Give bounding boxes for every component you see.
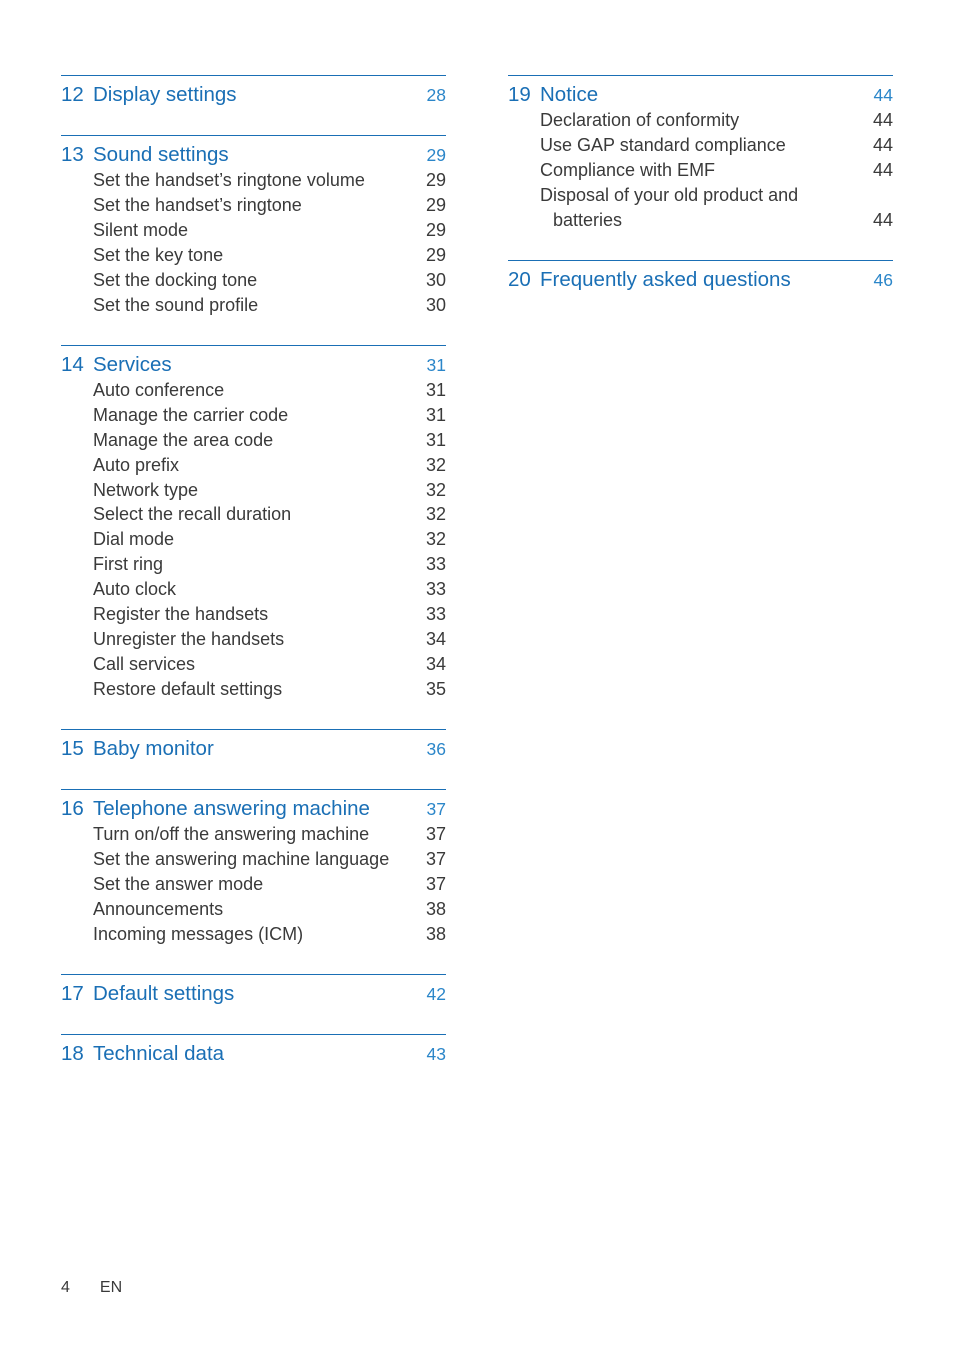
- section-heading[interactable]: [61, 82, 446, 108]
- entry-page: 44: [872, 159, 893, 180]
- toc-entry[interactable]: [93, 502, 446, 527]
- toc-entry[interactable]: [540, 133, 893, 158]
- toc-entry-list: [61, 168, 446, 318]
- entry-page: 31: [425, 404, 446, 425]
- toc-entry[interactable]: [93, 872, 446, 897]
- toc-entry[interactable]: [93, 652, 446, 677]
- toc-entry[interactable]: [93, 677, 446, 702]
- toc-entry-list: [61, 822, 446, 947]
- entry-text: Silent mode: [93, 219, 189, 240]
- section-heading[interactable]: [61, 142, 446, 168]
- toc-section-19: [508, 75, 893, 233]
- toc-section-16: [61, 789, 446, 947]
- entry-page: 29: [425, 219, 446, 240]
- entry-text: Auto clock: [93, 579, 177, 600]
- entry-page: 29: [425, 244, 446, 265]
- toc-section-12: [61, 75, 446, 108]
- section-heading[interactable]: [508, 267, 893, 293]
- toc-entry[interactable]: [93, 403, 446, 428]
- entry-page: 37: [425, 849, 446, 870]
- entry-text: Dial mode: [93, 529, 175, 550]
- entry-page: 38: [425, 898, 446, 919]
- toc-section-18: [61, 1034, 446, 1067]
- entry-page: 44: [872, 134, 893, 155]
- entry-page: 30: [425, 269, 446, 290]
- entry-text: Use GAP standard compliance: [540, 134, 786, 155]
- section-heading[interactable]: [61, 736, 446, 762]
- toc-entry[interactable]: [93, 552, 446, 577]
- toc-entry[interactable]: [93, 602, 446, 627]
- section-page: 46: [873, 269, 893, 290]
- entry-text: Set the docking tone: [93, 269, 258, 290]
- section-title: Technical data: [93, 1041, 225, 1065]
- entry-page: 34: [425, 654, 446, 675]
- footer-language: EN: [99, 1279, 123, 1296]
- toc-section-13: [61, 135, 446, 318]
- toc-entry[interactable]: [93, 478, 446, 503]
- toc-entry[interactable]: [93, 293, 446, 318]
- section-heading[interactable]: [61, 796, 446, 822]
- toc-section-20: [508, 260, 893, 293]
- entry-page: 35: [425, 679, 446, 700]
- entry-text: Set the answering machine language: [93, 849, 390, 870]
- section-number: 20: [508, 267, 531, 291]
- toc-entry[interactable]: [93, 577, 446, 602]
- entry-page: 31: [425, 379, 446, 400]
- entry-page: 32: [425, 529, 446, 550]
- section-page: 43: [426, 1043, 446, 1064]
- entry-text: [540, 183, 853, 233]
- entry-page: 38: [425, 923, 446, 944]
- section-number: 17: [61, 981, 84, 1005]
- toc-entry-list: [61, 378, 446, 702]
- toc-entry[interactable]: [93, 822, 446, 847]
- toc-entry[interactable]: [93, 922, 446, 947]
- entry-text: First ring: [93, 554, 164, 575]
- section-number: 18: [61, 1041, 84, 1065]
- entry-text: Register the handsets: [93, 604, 269, 625]
- section-heading[interactable]: [61, 981, 446, 1007]
- entry-text: Set the sound profile: [93, 294, 259, 315]
- toc-entry[interactable]: [93, 268, 446, 293]
- toc-entry[interactable]: [93, 627, 446, 652]
- entry-text: Unregister the handsets: [93, 629, 285, 650]
- section-title: Display settings: [93, 83, 237, 106]
- section-number: 19: [508, 83, 531, 106]
- section-heading[interactable]: [508, 82, 893, 108]
- toc-entry[interactable]: [93, 243, 446, 268]
- toc-entry[interactable]: [93, 168, 446, 193]
- entry-page: 44: [872, 110, 893, 130]
- toc-entry[interactable]: [93, 527, 446, 552]
- toc-section-14: [61, 345, 446, 702]
- toc-left-column: [61, 75, 446, 1067]
- section-number: 13: [61, 143, 84, 166]
- section-page: 31: [426, 354, 446, 375]
- entry-page: 37: [425, 874, 446, 895]
- entry-text: Compliance with EMF: [540, 159, 716, 180]
- section-number: 16: [61, 797, 84, 821]
- toc-entry[interactable]: [93, 897, 446, 922]
- section-title: Default settings: [93, 981, 235, 1005]
- entry-page: 29: [425, 170, 446, 190]
- entry-text: Call services: [93, 654, 196, 675]
- entry-page: 32: [425, 504, 446, 525]
- toc-entry-list: [508, 108, 893, 233]
- toc-entry[interactable]: [93, 193, 446, 218]
- section-page: 37: [426, 799, 446, 820]
- section-page: 36: [426, 739, 446, 760]
- entry-text: Announcements: [93, 898, 224, 919]
- section-heading[interactable]: [61, 352, 446, 378]
- section-title: Frequently asked questions: [540, 267, 791, 291]
- footer-page-number: 4: [61, 1279, 70, 1296]
- section-number: 12: [61, 83, 84, 106]
- section-page: 44: [873, 85, 893, 105]
- entry-text: Set the handset’s ringtone volume: [93, 170, 365, 190]
- section-title: Telephone answering machine: [93, 797, 370, 821]
- entry-text-line-1: Disposal of your old product and: [540, 184, 799, 205]
- section-number: 14: [61, 352, 84, 376]
- entry-text: Restore default settings: [93, 679, 283, 700]
- section-heading[interactable]: [61, 1041, 446, 1067]
- entry-page: 37: [425, 824, 446, 845]
- section-number: 15: [61, 737, 84, 761]
- toc-section-17: [61, 974, 446, 1007]
- toc-entry[interactable]: [540, 158, 893, 183]
- entry-text: Auto conference: [93, 379, 225, 400]
- toc-entry[interactable]: [540, 108, 893, 133]
- entry-page: 32: [425, 454, 446, 475]
- toc-entry[interactable]: [93, 218, 446, 243]
- toc-right-column: [508, 75, 893, 293]
- toc-entry[interactable]: [93, 378, 446, 403]
- entry-text: Declaration of conformity: [540, 110, 740, 130]
- entry-text: Auto prefix: [93, 454, 180, 475]
- entry-page: 30: [425, 294, 446, 315]
- section-title: Sound settings: [93, 143, 229, 166]
- toc-section-15: [61, 729, 446, 762]
- entry-page: 33: [425, 554, 446, 575]
- toc-entry[interactable]: [93, 428, 446, 453]
- section-page: 28: [426, 85, 446, 105]
- entry-text: Turn on/off the answering machine: [93, 824, 370, 845]
- entry-page: 29: [425, 194, 446, 215]
- section-title: Services: [93, 352, 172, 376]
- entry-page: 33: [425, 579, 446, 600]
- toc-entry[interactable]: [93, 453, 446, 478]
- entry-text: Network type: [93, 479, 199, 500]
- toc-entry[interactable]: [93, 847, 446, 872]
- entry-text: Manage the area code: [93, 429, 274, 450]
- entry-text: Select the recall duration: [93, 504, 292, 525]
- entry-page: 31: [425, 429, 446, 450]
- section-title: Notice: [540, 83, 599, 106]
- entry-text: Set the answer mode: [93, 874, 264, 895]
- section-page: 42: [426, 983, 446, 1004]
- entry-text-line-2: batteries: [553, 209, 623, 230]
- toc-entry[interactable]: [540, 183, 893, 233]
- entry-text: Set the key tone: [93, 244, 224, 265]
- entry-text: Set the handset’s ringtone: [93, 194, 302, 215]
- entry-page: 44: [872, 209, 893, 230]
- section-page: 29: [426, 145, 446, 165]
- section-title: Baby monitor: [93, 737, 214, 761]
- page-footer: [61, 1279, 122, 1297]
- entry-text: Incoming messages (ICM): [93, 923, 304, 944]
- entry-page: 34: [425, 629, 446, 650]
- entry-text: Manage the carrier code: [93, 404, 289, 425]
- entry-page: 32: [425, 479, 446, 500]
- entry-page: 33: [425, 604, 446, 625]
